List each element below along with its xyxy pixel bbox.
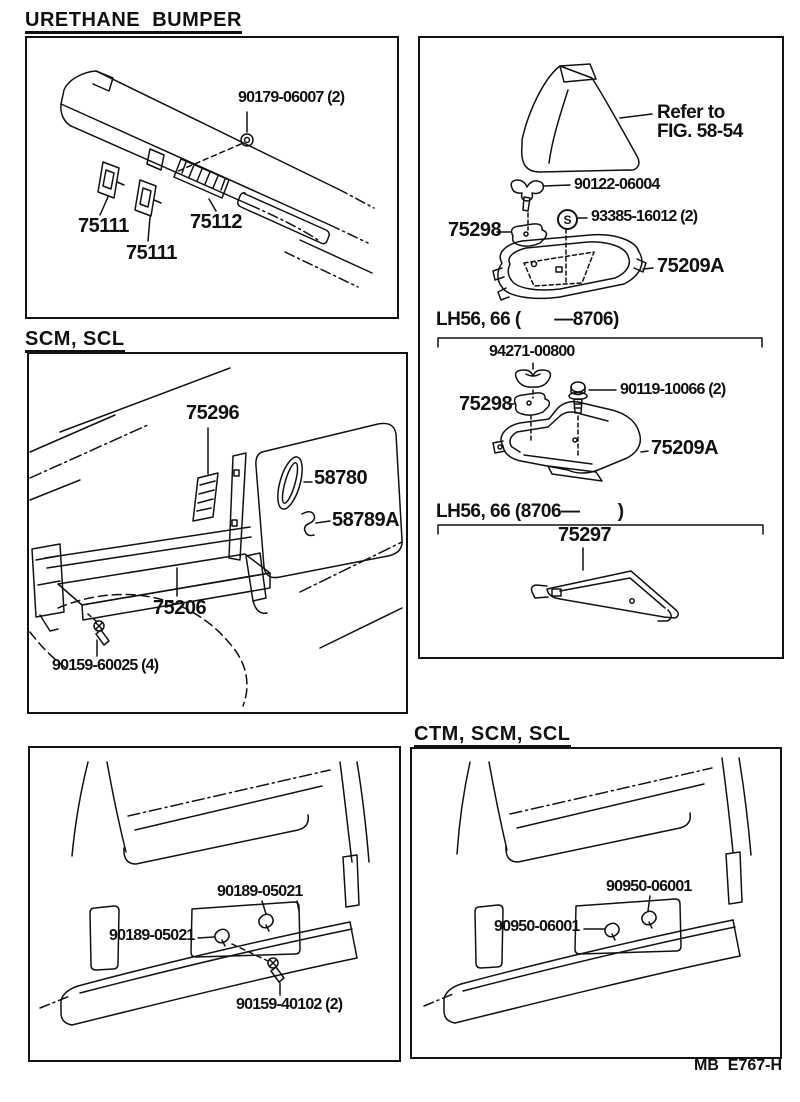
plate-75209a-late-drawing: [493, 402, 640, 481]
wing-bolt-drawing: [511, 180, 543, 211]
refer-note-line2: FIG. 58-54: [657, 121, 743, 142]
part-label-90189-lower: 90189-05021: [109, 927, 195, 944]
part-label-90950-lower: 90950-06001: [494, 918, 580, 935]
plate-75296-drawing: [193, 473, 218, 521]
pad-75111-a-drawing: [98, 162, 124, 198]
part-label-90122: 90122-06004: [574, 176, 660, 193]
clip-58789a-drawing: [302, 512, 315, 536]
s-symbol: S: [557, 209, 578, 230]
rear-right-drawing: [424, 758, 751, 1023]
screw-06001-a-drawing: [642, 911, 656, 928]
panel-title-ctm-scm-scl: CTM, SCM, SCL: [414, 724, 571, 748]
clip-75298-late-drawing: [515, 393, 550, 415]
part-label-75209a-late: 75209A: [651, 437, 719, 459]
section-header-late: LH56, 66 (8706— ): [436, 501, 624, 522]
refer-note-line1: Refer to: [657, 102, 725, 123]
clip-05021-a-drawing: [259, 914, 273, 931]
part-label-75298-late: 75298: [459, 393, 513, 415]
part-label-75298-early: 75298: [448, 219, 502, 241]
section-header-early: LH56, 66 ( —8706): [436, 309, 619, 330]
part-label-75296: 75296: [186, 402, 240, 424]
part-label-90159-40102: 90159-40102 (2): [236, 996, 343, 1013]
cover-58780-drawing: [273, 454, 307, 511]
bolt-10066-drawing: [569, 382, 587, 413]
part-label-75209a-early: 75209A: [657, 255, 725, 277]
part-label-93385: 93385-16012 (2): [591, 208, 698, 225]
screw-06001-b-drawing: [605, 923, 619, 940]
part-label-75111-front: 75111: [78, 215, 129, 237]
panel-title-scm-scl: SCM, SCL: [25, 329, 125, 353]
part-label-90189-upper: 90189-05021: [217, 883, 303, 900]
wing-nut-drawing: [516, 370, 551, 387]
part-label-58780: 58780: [314, 467, 368, 489]
part-label-90179: 90179-06007 (2): [238, 89, 345, 106]
part-label-75206: 75206: [153, 597, 207, 619]
pad-75111-b-drawing: [135, 180, 161, 216]
doc-code: MB E767-H: [694, 1057, 783, 1074]
part-label-75297: 75297: [558, 524, 612, 546]
part-label-90159-60025: 90159-60025 (4): [52, 657, 159, 674]
bracket-75297-drawing: [532, 571, 679, 621]
part-label-58789a: 58789A: [332, 509, 400, 531]
part-label-75112: 75112: [190, 211, 243, 233]
clip-05021-b-drawing: [215, 929, 229, 946]
part-label-90119: 90119-10066 (2): [620, 381, 726, 398]
part-label-90950-upper: 90950-06001: [606, 878, 692, 895]
part-label-94271: 94271-00800: [489, 343, 575, 360]
screw-40102-drawing: [268, 958, 284, 982]
rear-left-drawing: [40, 762, 369, 1025]
part-label-75111-rear: 75111: [126, 242, 177, 264]
page-title: URETHANE BUMPER: [25, 10, 242, 34]
